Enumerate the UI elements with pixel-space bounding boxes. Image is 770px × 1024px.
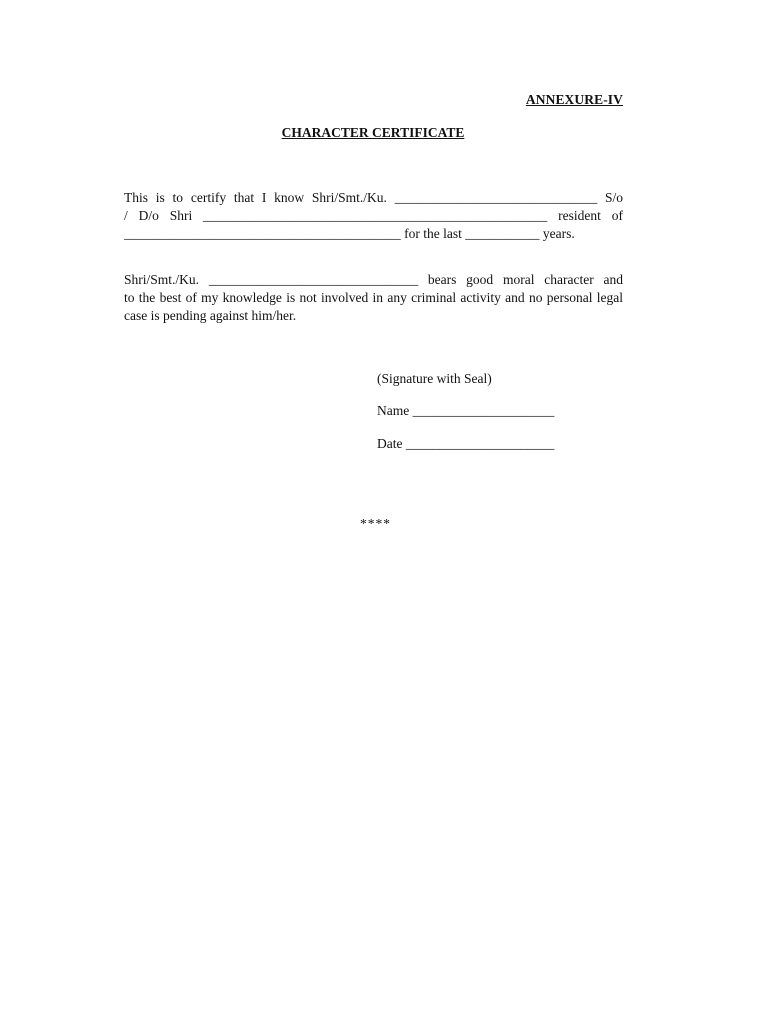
page-title: CHARACTER CERTIFICATE [281, 125, 465, 140]
name-field-line: Name _____________________ [377, 403, 555, 418]
date-field-line: Date ______________________ [377, 436, 555, 451]
annexure-label: ANNEXURE-IV [525, 92, 623, 107]
signature-with-seal-label: (Signature with Seal) [377, 371, 492, 386]
paragraph-line: / D/o Shri ___________________________________________________ resident of [124, 208, 623, 224]
paragraph-line: to the best of my knowledge is not involved in any criminal activity and no personal legal [124, 290, 623, 306]
character-paragraph [124, 271, 623, 326]
certification-paragraph [124, 189, 623, 244]
end-marker: **** [360, 516, 391, 531]
paragraph-line: _________________________________________ for the last ___________ years. [124, 226, 575, 242]
paragraph-line: Shri/Smt./Ku. _______________________________ bears good moral character and [124, 272, 623, 287]
paragraph-line: This is to certify that I know Shri/Smt./Ku. ______________________________ S/o [124, 190, 623, 205]
paragraph-line: case is pending against him/her. [124, 308, 297, 324]
